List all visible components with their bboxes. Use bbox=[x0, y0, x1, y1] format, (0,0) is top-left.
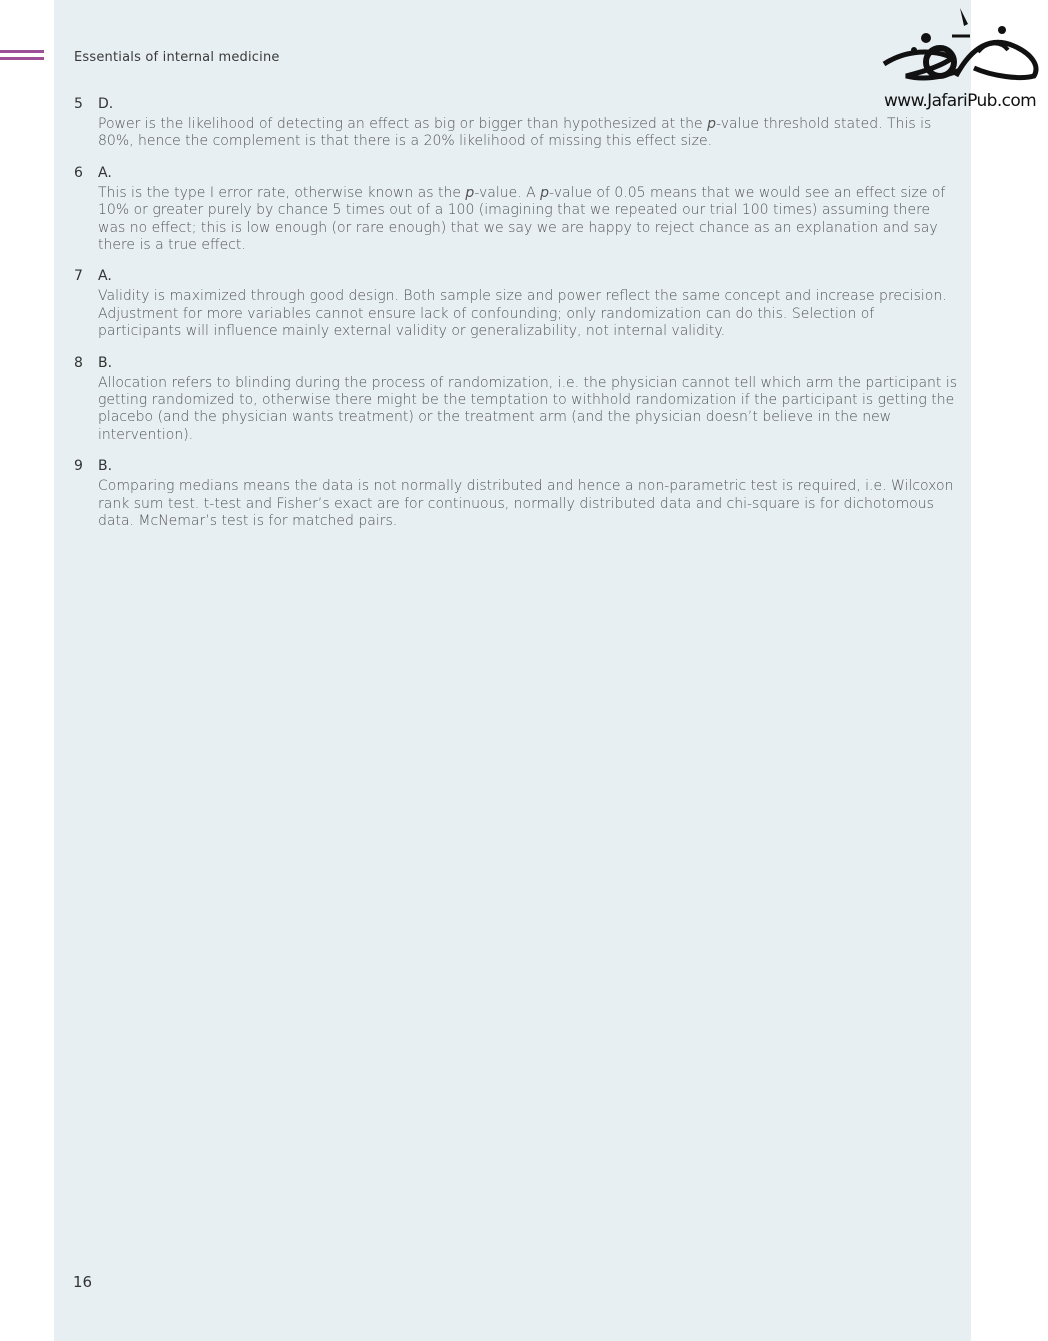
answer-item bbox=[74, 353, 958, 445]
answer-explanation: Allocation refers to blinding during the process of randomization, i.e. the physician cannot tell which arm the participant is getting randomized to, otherwise there might be the temptation to withhold randomization if the participant is getting the placebo (and the physician wants treatment) or the treatment arm (and the physician doesn’t believe in the new intervention). bbox=[98, 374, 958, 443]
answer-number: 7 bbox=[74, 268, 83, 285]
answer-number: 8 bbox=[74, 354, 83, 371]
answer-letter: B. bbox=[98, 354, 113, 371]
answer-letter: A. bbox=[98, 164, 112, 181]
running-title: Essentials of internal medicine bbox=[74, 50, 280, 65]
answer-letter: D. bbox=[98, 96, 114, 112]
answer-list bbox=[74, 94, 958, 543]
answer-number: 6 bbox=[74, 164, 83, 181]
answer-explanation: Power is the likelihood of detecting an effect as big or bigger than hypothesized at the p-value threshold stated. This is 80%, hence the complement is that there is a 20% likelihood of missing this effect size. bbox=[98, 116, 932, 150]
answer-explanation: This is the type I error rate, otherwise known as the p-value. A p-value of 0.05 means that we would see an effect size of 10% or greater purely by chance 5 times out of a 100 (imagining that we repeated our trial 100 times) assuming there was no effect; this is low enough (or rare enough) that we say we are happy to reject chance as an explanation and say there is a true effect. bbox=[98, 184, 946, 254]
answer-item bbox=[74, 456, 954, 530]
answer-letter: B. bbox=[98, 458, 113, 475]
answer-number: 5 bbox=[74, 96, 83, 112]
answer-explanation: Comparing medians means the data is not normally distributed and hence a non-parametric test is required, i.e. Wilcoxon rank sum test. t-test and Fisher’s exact are for continuous, normally distributed data and chi-square is for dichotomous data. McNemar’s test is for matched pairs. bbox=[98, 478, 954, 530]
logo-url[interactable]: www.JafariPub.com bbox=[884, 91, 1037, 111]
accent-bars bbox=[0, 50, 44, 64]
accent-bar bbox=[0, 57, 44, 60]
answer-letter: A. bbox=[98, 268, 112, 285]
calligraphy-logo-icon bbox=[882, 6, 1042, 90]
answer-item bbox=[74, 94, 954, 151]
accent-bar bbox=[0, 50, 44, 53]
page-number: 16 bbox=[73, 1273, 93, 1291]
answer-item bbox=[74, 163, 954, 255]
answer-number: 9 bbox=[74, 458, 83, 475]
answer-item bbox=[74, 266, 954, 340]
answer-explanation: Validity is maximized through good design. Both sample size and power reflect the same concept and increase precision. Adjustment for more variables cannot ensure lack of confounding; only randomization can do this. Selection of participants will influence mainly external validity or generalizability, not internal validity. bbox=[98, 288, 947, 340]
